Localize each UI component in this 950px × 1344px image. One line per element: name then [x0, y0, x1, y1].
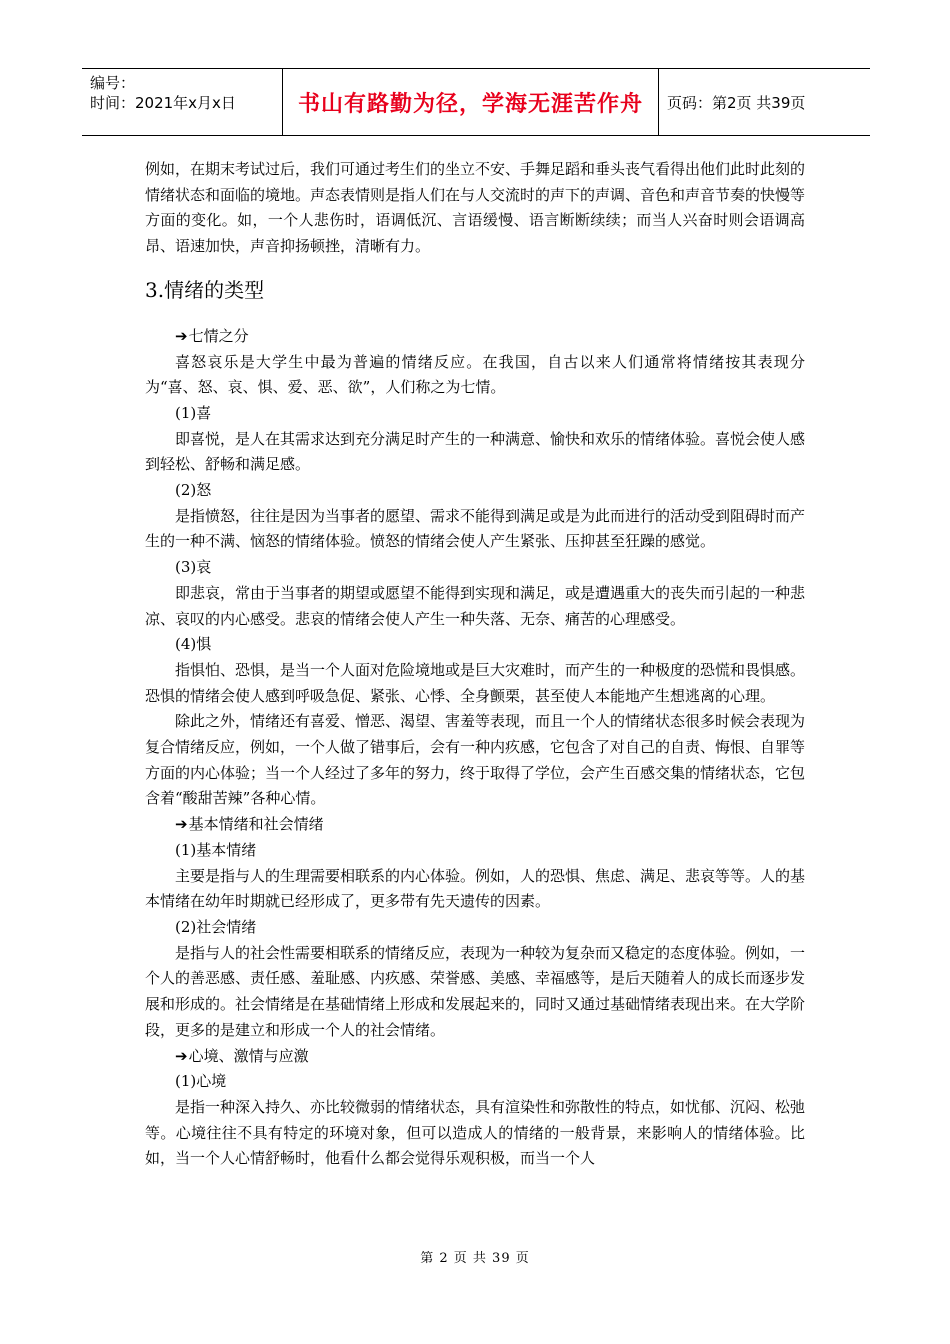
subsection-basic-social: [175, 812, 805, 838]
header-meta: [82, 69, 283, 135]
subsection-seven-emotions: [175, 324, 805, 350]
header-motto: 书山有路勤为径，学海无涯苦作舟: [283, 69, 659, 135]
paragraph: 除此之外，情绪还有喜爱、憎恶、渴望、害羞等表现，而且一个人的情绪状态很多时候会表现为复合情绪反应，例如，一个人做了错事后，会有一种内疚感，它包含了对自己的自责、悔恨、自罪等方面的内心体验；当一个人经过了多年的努力，终于取得了学位，会产生百感交集的情绪状态，它包含着“酸甜苦辣”各种心情。: [145, 712, 806, 808]
header-date-label: 时间：2021年x月x日: [90, 94, 236, 112]
paragraph: 是指愤怒，往往是因为当事者的愿望、需求不能得到满足或是为此而进行的活动受到阻碍时而产生的一种不满、恼怒的情绪体验。愤怒的情绪会使人产生紧张、压抑甚至狂躁的感觉。: [145, 506, 806, 551]
item-title: (1)基本情绪: [175, 840, 257, 859]
subsection-title: 七情之分: [188, 326, 249, 345]
item-title: (2)怒: [175, 481, 212, 500]
header-page-label: 页码：第2页 共39页: [667, 93, 806, 112]
section-title: 3.情绪的类型: [145, 277, 265, 302]
item-title: (3)哀: [175, 558, 212, 577]
paragraph: 即喜悦，是人在其需求达到充分满足时产生的一种满意、愉快和欢乐的情绪体验。喜悦会使人感到轻松、舒畅和满足感。: [145, 429, 806, 474]
paragraph: 即悲哀，常由于当事者的期望或愿望不能得到实现和满足，或是遭遇重大的丧失而引起的一种悲凉、哀叹的内心感受。悲哀的情绪会使人产生一种失落、无奈、痛苦的心理感受。: [145, 583, 806, 628]
paragraph: 是指与人的社会性需要相联系的情绪反应，表现为一种较为复杂而又稳定的态度体验。例如，一个人的善恶感、责任感、羞耻感、内疚感、荣誉感、美感、幸福感等，是后天随着人的成长而逐步发展和形成的。社会情绪是在基础情绪上形成和发展起来的，同时又通过基础情绪表现出来。在大学阶段，更多的是建立和形成一个人的社会情绪。: [145, 943, 806, 1039]
item-title: (4)惧: [175, 635, 212, 654]
subsection-mood: [175, 1044, 805, 1070]
document-body: [145, 157, 805, 1172]
paragraph: 主要是指与人的生理需要相联系的内心体验。例如，人的恐惧、焦虑、满足、悲哀等等。人的基本情绪在幼年时期就已经形成了，更多带有先天遗传的因素。: [145, 866, 806, 911]
arrow-icon: ➔: [175, 815, 188, 834]
arrow-icon: ➔: [175, 326, 188, 345]
paragraph: 指惧怕、恐惧，是当一个人面对危险境地或是巨大灾难时，而产生的一种极度的恐慌和畏惧感。恐惧的情绪会使人感到呼吸急促、紧张、心悸、全身颤栗，甚至使人本能地产生想逃离的心理。: [145, 660, 806, 705]
item-title: (2)社会情绪: [175, 917, 257, 936]
paragraph: 喜怒哀乐是大学生中最为普遍的情绪反应。在我国，自古以来人们通常将情绪按其表现分为“喜、怒、哀、惧、爱、恶、欲”，人们称之为七情。: [145, 352, 805, 397]
arrow-icon: ➔: [175, 1046, 188, 1065]
item-title: (1)喜: [175, 403, 212, 422]
paragraph: 是指一种深入持久、亦比较微弱的情绪状态，具有渲染性和弥散性的特点，如忧郁、沉闷、松弛等。心境往往不具有特定的环境对象，但可以造成人的情绪的一般背景，来影响人的情绪体验。比如，当一个人心情舒畅时，他看什么都会觉得乐观积极，而当一个人: [145, 1097, 806, 1168]
page-footer: 第 2 页 共 39 页: [420, 1251, 530, 1266]
subsection-title: 心境、激情与应激: [188, 1046, 309, 1065]
subsection-title: 基本情绪和社会情绪: [188, 815, 324, 834]
intro-paragraph: 例如，在期末考试过后，我们可通过考生们的坐立不安、手舞足蹈和垂头丧气看得出他们此时此刻的情绪状态和面临的境地。声态表情则是指人们在与人交流时的声下的声调、音色和声音节奏的快慢等方面的变化。如，一个人悲伤时，语调低沉、言语缓慢、语言断断续续；而当人兴奋时则会语调高昂、语速加快，声音抑扬顿挫，清晰有力。: [145, 160, 806, 256]
item-title: (1)心境: [175, 1072, 227, 1091]
header-number-label: 编号：: [90, 74, 136, 92]
page-header: [82, 68, 870, 136]
